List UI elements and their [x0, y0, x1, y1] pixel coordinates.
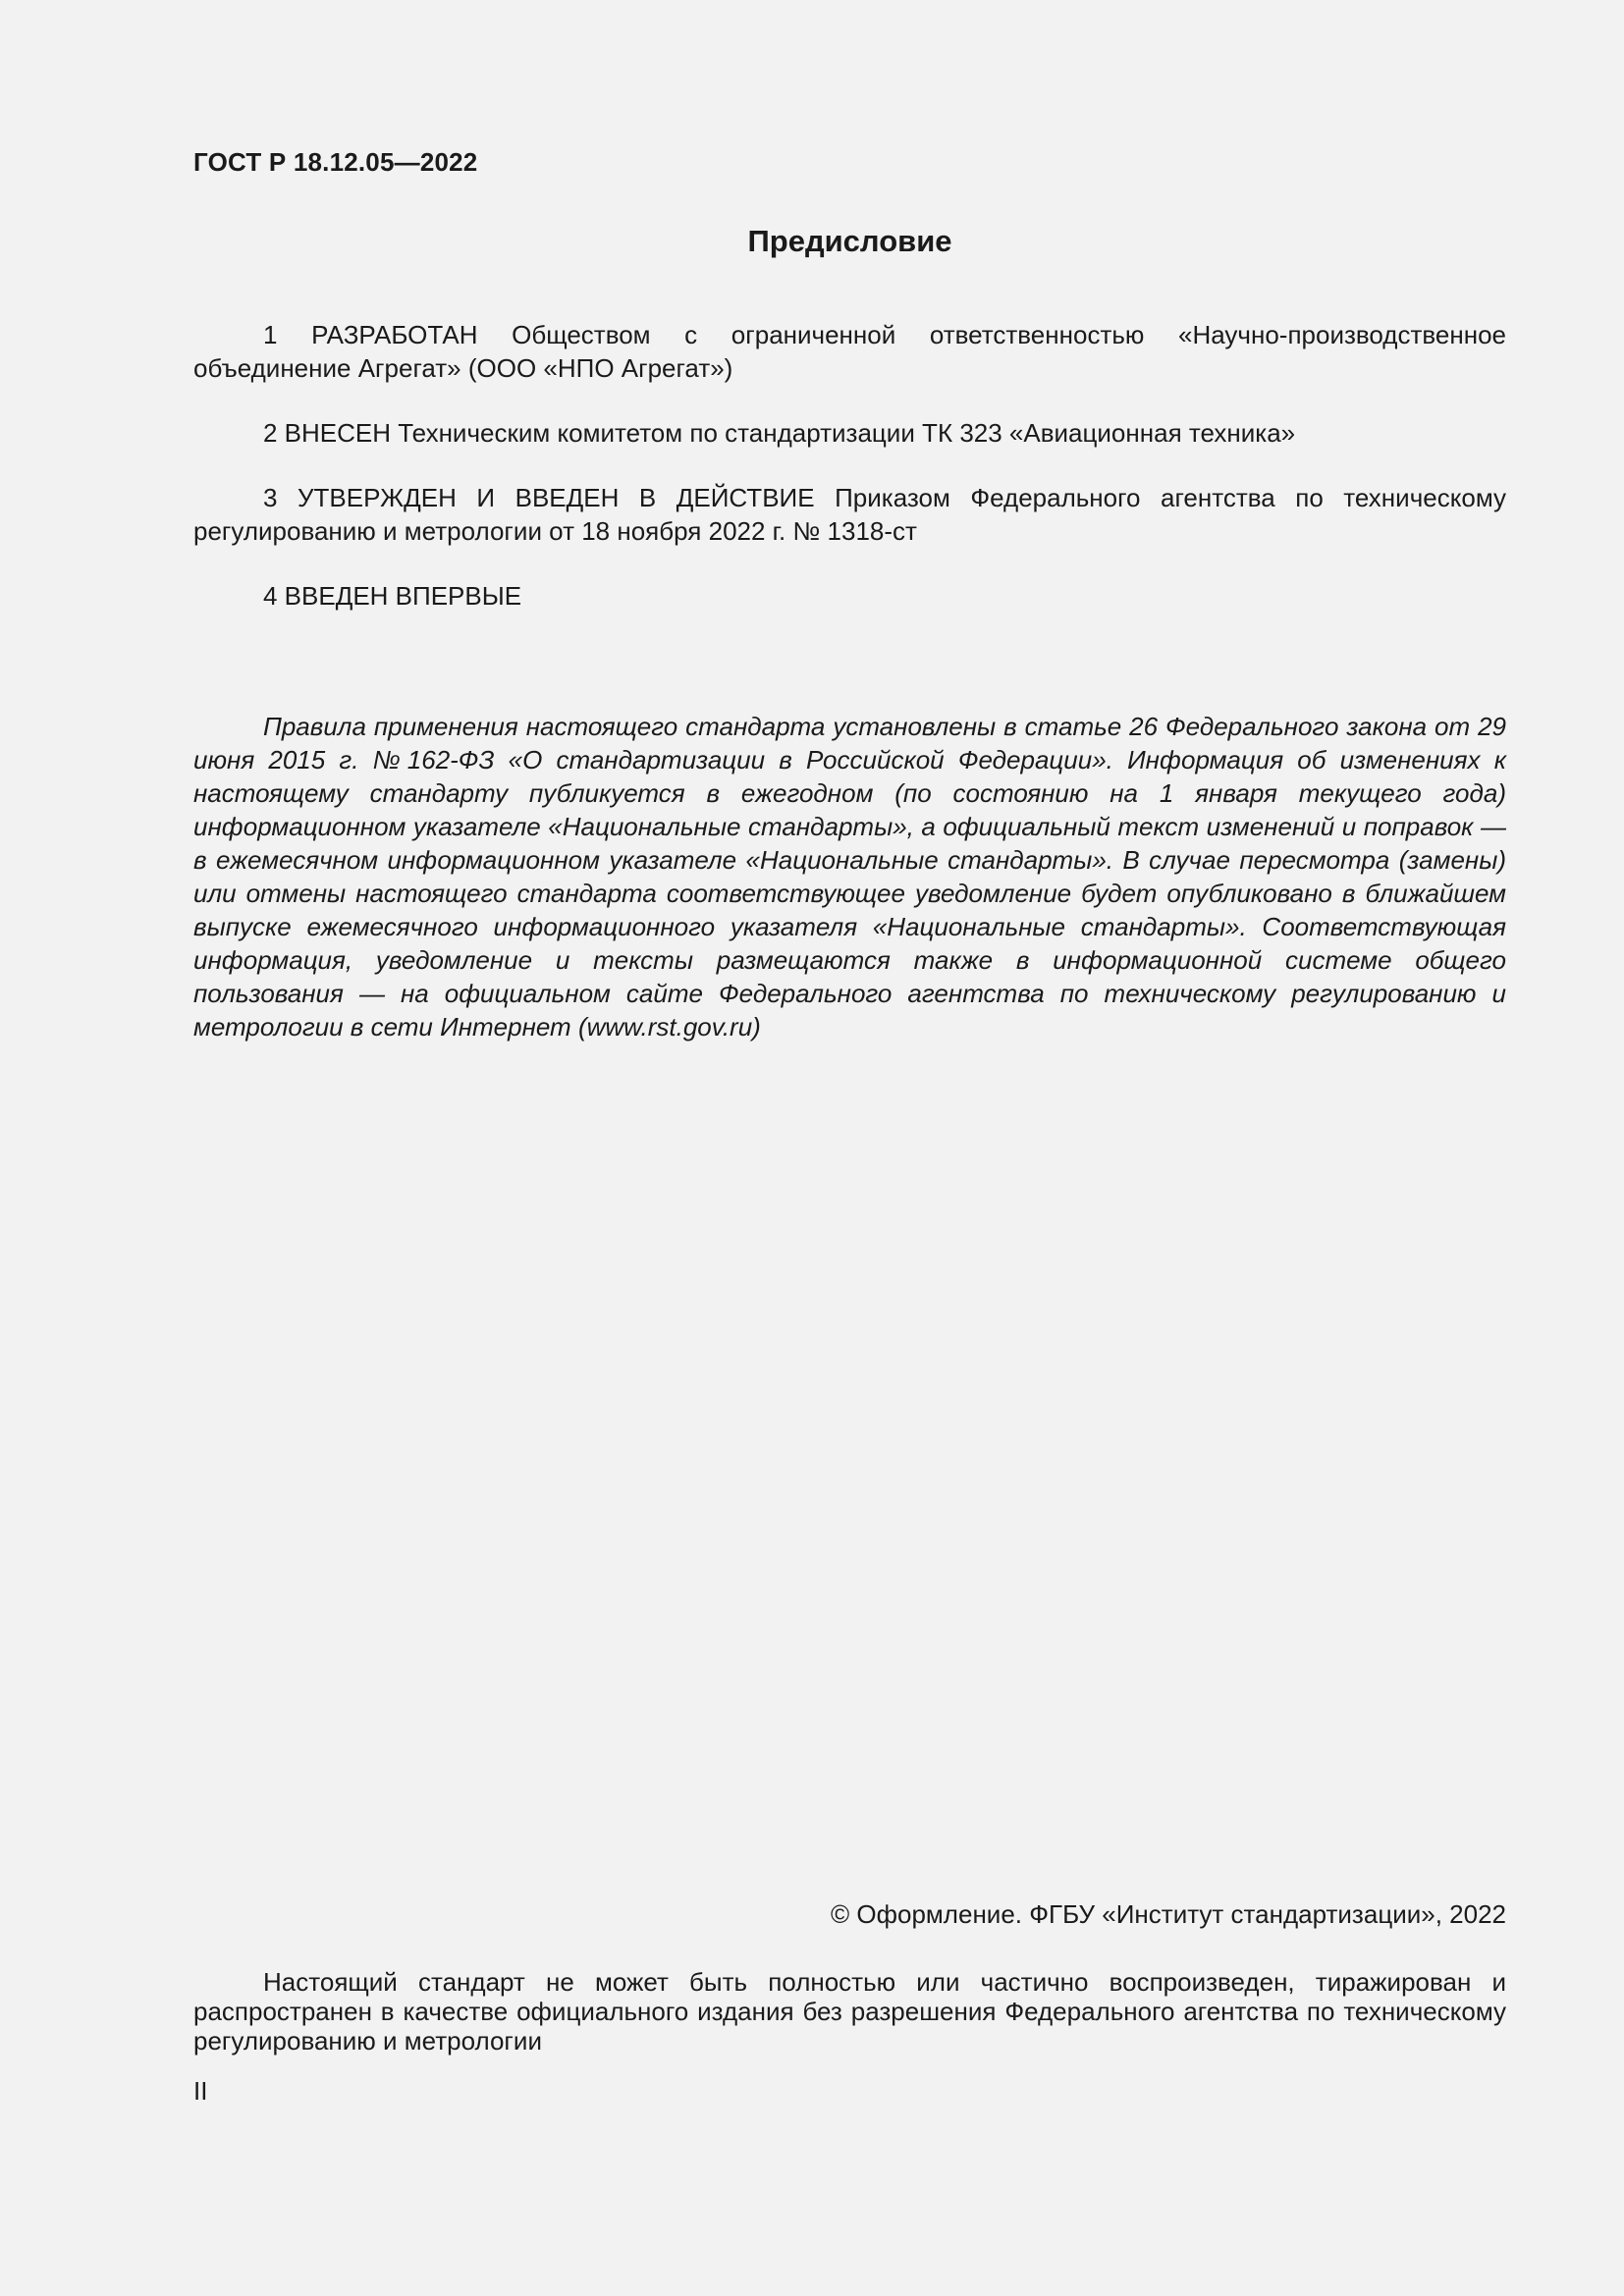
reproduction-notice: Настоящий стандарт не может быть полностью или частично воспроизведен, тиражирован и распространен в качестве официального издания без разрешения Федерального агентства по техническому регулированию и метрологии [193, 1967, 1506, 2056]
foreword-item-1: 1 РАЗРАБОТАН Обществом с ограниченной ответственностью «Научно-производственное объединение Агрегат» (ООО «НПО Агрегат») [193, 320, 1506, 383]
foreword-item-3: 3 УТВЕРЖДЕН И ВВЕДЕН В ДЕЙСТВИЕ Приказом Федерального агентства по техническому регулированию и метрологии от 18 ноября 2022 г. № 1318-ст [193, 483, 1506, 546]
application-rules-notice: Правила применения настоящего стандарта установлены в статье 26 Федерального закона от 29 июня 2015 г. №162-ФЗ «О стандартизации в Российской Федерации». Информация об изменениях к настоящему стандарту публикуется в ежегодном (по состоянию на 1 января текущего года) информационном указателе «Национальные стандарты», а официальный текст изменений и поправок — в ежемесячном информационном указателе «Национальные стандарты». В случае пересмотра (замены) или отмены настоящего стандарта соответствующее уведомление будет опубликовано в ближайшем выпуске ежемесячного информационного указателя «Национальные стандарты». Соответствующая информация, уведомление и тексты размещаются также в информационной системе общего пользования — на официальном сайте Федерального агентства по техническому регулированию и метрологии в сети Интернет (www.rst.gov.ru) [193, 712, 1506, 1041]
document-code: ГОСТ Р 18.12.05—2022 [193, 147, 478, 177]
foreword-item-4: 4 ВВЕДЕН ВПЕРВЫЕ [263, 581, 522, 611]
page-number: II [193, 2076, 208, 2106]
foreword-item-2: 2 ВНЕСЕН Техническим комитетом по стандартизации ТК 323 «Авиационная техника» [263, 418, 1296, 448]
copyright-line: © Оформление. ФГБУ «Институт стандартизации», 2022 [831, 1899, 1506, 1929]
page-title: Предисловие [747, 224, 952, 258]
